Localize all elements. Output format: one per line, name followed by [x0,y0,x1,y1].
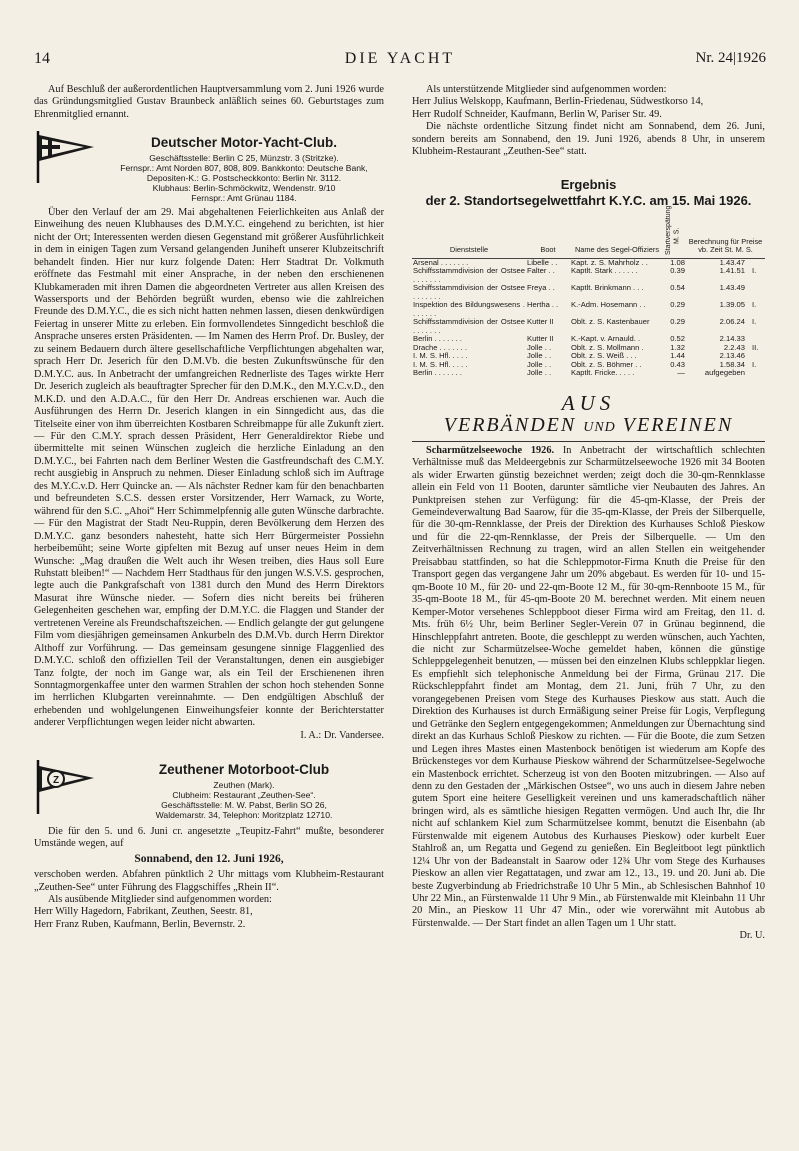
cell-zeit: aufgegeben [704,368,745,378]
cell-boot: Kutter II [527,334,554,344]
cell-offizier: Oblt. z. S. Weiß . . . [571,351,637,361]
scharmuetzel-body: In Anbetracht der wirtschaftlich schlechten Verhältnisse muß das Meldeergebnis zur Scharmützelseewoche 1926 mit 34 Booten als wider Erwarten günstig bezeichnet werden; zeigt doch die 30-qm-Rennklasse allein ein Feld von 11 Booten, darunter sämtliche vier Neubauten des Jahres. An Punktpreisen stehen zur Verfügung: für die 45-qm-Klasse, der Preis der Gemeindeverwaltung Bad Saarow, für die 35-qm-Klasse, der Preis der Silberquelle, für die 30-qm-Rennklasse, der Preis der Direktion des Kurhauses Schloß Pieskow und für die 22-qm-Rennklasse, der Preis der Silberquelle. — Um den Zeitverhältnissen Rechnung zu tragen, wird an allen Stellen ein weitgehender Preisabbau stattfinden, so hat die Schleppmotor-Firma Knuth die Preise für den Transport gegen das vergangene Jahr um 20% abgebaut. Es werden für 10- und 15-qm-Boote 10 M., für 20- und 22-qm-Boote 12 M., für 30-qm-Rennboote 15 M., für 35-qm-Boote 18 M., für 45-qm-Boote 20 M. berechnet werden. Mit einem neuen Kemper-Motor versehenes Schleppboot dieser Firma wird am Freitag, den 11. d. Mts. früh 6½ Uhr, beim Berliner Segler-Verein 07 in Grünau beginnend, die Hinschleppfahrt antreten. Boote, die geschleppt zu werden wünschen, auch Yachten, die nicht zur Scharmützelsee-Woche gemeldet haben, können die günstige Schleppgelegenheit benutzen, — müssen bei den einzelnen Klubs schleppklar liegen. Es empfiehlt sich telephonische Anmeldung bei der Firma, Grünau 217. Die Rückschleppfahrt findet am Montag, dem 21. Juni, früh 7 Uhr, zu den vorangegebenen Preisen vom Stege des Kurhauses Pieskow aus statt. Auch die Direktion des Kurhauses ist durch Ermäßigung seiner Preise für Logis, Verpflegung und Getränke den Seglern entgegengekommen; Anmeldungen zur Übernachtung sind direkt an das Kurhaus Schloß Pieskow zu richten. — Für die Boote, die zum Setzen und Legen ihres Mastes einen Mastenbock benötigen ist wiederum am Kopfe des Brückensteges vor dem Kurhause Pieskow während der Scharmützelsee-Segelwoche ein Mastenbock errichtet. Scherzeug ist von den Booten mitzubringen. — Also auf denn zu den Gestaden der „Märkischen Ostsee“, wo uns auch in diesem Jahre neben gutem Sport eine heitere Geselligkeit vereinen und uns kameradschaftlich näher bringen wird, als es sämtliche hiesigen Regatten vermögen. Und auch Ihr, die Ihr nicht auf schlankem Kiel zum Scharmützelsee kommt, benutzt die Eisenbahn (ab Fürstenwalde mit eigenem Autobus des Kurhauses Pieskow) oder kurbelt Euer Stahlroß an, um Regatta und Gegend zu genießen. Ein Begleitboot legt pünktlich 12¼ Uhr von der Badeanstalt in Saarow oder 12¾ Uhr vom Stege des Kurhauses Pieskow an allen vier Regattatagen, und zwar am 12., 13., 19. und 20. Juni ab. Die beste Zugverbindung ab Friedrichstraße 10 Uhr 5 Min., ab Schlesischen Bahnhof 10 Uhr 22 Min., an Fürstenwalde 11 Uhr 9 Min., ab Fürstenwalde mit Kleinbahn 11 Uhr 20 Min., an Pieskow 11 Uhr 47 Min., oder wie vorerwähnt mit Autobus ab Fürstenwalde. — Der Start findet an allen Tagen um 1 Uhr statt. [412,444,765,929]
dmyc-signature: I. A.: Dr. Vandersee. [300,729,384,741]
section-rule [412,441,765,442]
dmyc-phone-bank: Fernspr.: Amt Norden 807, 808, 809. Bankkonto: Deutsche Bank, Depositen-K.: G. Postscheckkonto: Berlin Nr. 3112. [120,162,368,183]
cell-boot: Kutter II [527,317,554,327]
cell-zeit: 1.58.34 [719,359,745,369]
cell-startverspaetung: 0.29 [670,317,685,327]
col-dienststelle: Dienststelle [412,217,526,259]
col-name: Name des Segel-Offiziers [570,217,664,259]
cell-boot: Freya . . [527,283,555,293]
cell-startverspaetung: 0.52 [670,334,685,344]
section-title-und: UND [583,419,616,435]
cell-preis: II. [751,342,759,352]
zeuthen-pennant-icon [34,758,96,814]
dmyc-flag-icon [34,129,96,183]
scharmuetzel-signature: Dr. U. [739,930,765,942]
results-subtitle: der 2. Standortsegelwettfahrt K.Y.C. am 15. Mai 1926. [425,192,752,208]
zeuthen-address: Waldemarstr. 34, Telephon: Moritzplatz 12710. [155,809,333,820]
cell-preis: I. [751,317,757,327]
section-title-part1: VERBÄNDEN [443,413,577,436]
cell-offizier: Oblt. z. S. Kastenbauer [571,317,650,327]
dmyc-name: Deutscher Motor-Yacht-Club. [150,135,337,151]
cell-boot: Jolle . . [527,342,552,352]
right-column [412,84,765,943]
scharmuetzel-heading: Scharmützelseewoche 1926. [426,444,555,456]
cell-zeit: 1.43.49 [719,283,745,293]
svg-text:Z: Z [52,775,60,787]
cell-offizier: Kaptlt. Brinkmann . . . [571,283,644,293]
zeuthen-trip-date: Sonnabend, den 12. Juni 1926, [134,852,284,865]
results-row [412,267,765,284]
cell-dienststelle: Schiffsstammdivision der Ostsee . . . . . . . [413,266,525,284]
honorary-member-notice: Auf Beschluß der außerordentlichen Hauptversammlung vom 2. Juni 1926 wurde das Gründungsmitglied Gustav Braunbeck anläßlich seines 60. Geburtstages zum Ehrenmitglied ernannt. [34,84,384,120]
cell-dienststelle: Berlin . . . . . . . [413,368,462,378]
zeuthen-office: Geschäftsstelle: M. W. Pabst, Berlin SO 26, [161,799,327,810]
col-startverspaetung: Startverspätung M. S. [665,205,681,255]
cell-zeit: 2.2.43 [723,342,745,352]
cell-startverspaetung: 1.32 [670,342,685,352]
cell-offizier: K.-Adm. Hosemann . . [571,300,646,310]
results-body [412,258,765,378]
cell-dienststelle: Drache . . . . . . . [413,342,468,352]
cell-offizier: Oblt. z. S. Böhmer . . [571,359,642,369]
zeuthen-name: Zeuthener Motorboot-Club [158,762,330,778]
cell-startverspaetung: 0.39 [670,266,685,276]
cell-preis: I. [751,266,757,276]
page-number: 14 [34,50,50,67]
cell-offizier: Kaptlt. Fricke. . . . . [571,368,635,378]
zeuthen-member-1: Herr Willy Hagedorn, Fabrikant, Zeuthen, Seestr. 81, [34,906,253,918]
scharmuetzel-article [412,445,765,931]
cell-zeit: 2.13.46 [719,351,745,361]
cell-offizier: Oblt. z. S. Mollmann . [571,342,644,352]
cell-zeit: 2.06.24 [719,317,745,327]
supporting-member-1: Herr Julius Welskopp, Kaufmann, Berlin-Friedenau, Südwestkorso 14, [412,96,704,108]
zeuthen-place: Zeuthen (Mark). [213,779,275,790]
cell-dienststelle: I. M. S. Hfl. . . . . [413,351,468,361]
dmyc-clubhouse: Klubhaus: Berlin-Schmöckwitz, Wendenstr. 9/10 [152,182,336,193]
zeuthen-clubheim: Clubheim: Restaurant „Zeuthen-See“. [172,789,316,800]
cell-startverspaetung: 1.08 [670,257,685,267]
zeuthen-trip-notice: Die für den 5. und 6. Juni cr. angesetzte „Teupitz-Fahrt“ mußte, besonderer Umstände wegen, auf [34,825,384,850]
cell-boot: Jolle . . [527,359,552,369]
cell-offizier: Kapt. z. S. Mahrholz . . [571,257,648,267]
section-title-verbaenden [412,414,765,439]
results-title: Ergebnis [560,176,617,192]
section-heading [412,392,765,442]
results-row [412,301,765,318]
dmyc-clubhouse-phone: Fernspr.: Amt Grünau 1184. [191,192,297,203]
cell-offizier: Kaptlt. Stark . . . . . . [571,266,638,276]
page-header [34,50,766,72]
cell-zeit: 1.43.47 [719,257,745,267]
dmyc-header [34,129,384,202]
cell-preis [746,369,765,378]
cell-boot: Falter . . [527,266,555,276]
journal-title: DIE YACHT [344,50,456,67]
cell-offizier: K.-Kapt. v. Arnauld. . [571,334,641,344]
supporting-members-intro: Als unterstützende Mitglieder sind aufgenommen worden: [426,84,667,95]
dmyc-office: Geschäftsstelle: Berlin C 25, Münzstr. 3 (Stritzke). [149,152,339,163]
next-meeting-notice: Die nächste ordentliche Sitzung findet nicht am Sonnabend, dem 26. Juni, sondern bereits am Sonnabend, den 19. Juni 1926, abends 8 Uhr, in unserem Klubheim-Restaurant „Zeuthen-See“ statt. [412,121,765,158]
cell-boot: Libelle . . [527,257,558,267]
col-boot: Boot [526,217,570,259]
cell-boot: Hertha . . [527,300,559,310]
cell-startverspaetung: 0.43 [670,359,685,369]
supporting-member-2: Herr Rudolf Schneider, Kaufmann, Berlin W, Pariser Str. 49. [412,108,662,120]
cell-boot: Jolle . . [527,351,552,361]
cell-preis: I. [751,300,757,310]
zeuthen-members-intro: Als ausübende Mitglieder sind aufgenommen worden: [48,894,272,906]
cell-startverspaetung: 1.44 [670,351,685,361]
left-column [34,84,384,931]
cell-zeit: 2.14.33 [719,334,745,344]
results-heading [412,177,765,209]
dmyc-report: Über den Verlauf der am 29. Mai abgehaltenen Feierlichkeiten aus Anlaß der Einweihung des neuen Klubhauses des D.M.Y.C. eingehend zu berichten, ist hier nicht der Ort; Interessenten werden diesen Gegenstand mit größerer Ausführlichkeit in dem in einigen Tagen zum Versand gelangenden Juniheft unserer Klubzeitschrift behandelt finden. Hier nur kurz folgende Daten: Herr Stadtrat Dr. Volkmuth eröffnete das Festmahl mit einer Ansprache, in der neben den erschienenen Klubkameraden mit ihren Damen die abgeordneten Vertreter aus allen Kreisen des Wassersports und der Behörden begrüßt wurden, ebenso wie die zahlreichen Freunde des D.M.Y.C., die es sich nicht hatten nehmen lassen, diesen denkwürdigen Feiertag in unserer Mitte zu erleben. Ein formvollendetes Sinngedicht beschloß die Ansprache unseres ersten Präsidenten. — Im Namen des Herrn Prof. Dr. Busley, der zu seinem Bedauern durch ältere gesellschaftliche Verpflichtungen abgehalten war, sprach Herr Dr. Jeserich für den D.M.Vb. die besten Zukunftswünsche für den D.M.Y.C. aus. In Anbetracht der umfangreichen Rednerliste des Tages wirkte Herr Dr. Jeserich zugleich als beauftragter Sprecher für den D.M.K., den M.Y.C.v.D., den M.K.D. und den A.D.A.C., für den Herr Dr. Andreas erschienen war. Auch die Ausführungen des Herrn Dr. Jeserich klangen in ein Sinngedicht aus, das die Titelseite einer von ihm überreichten Kostbaren Schreibmappe für alle Zukunft ziert. — Für den C.M.Y. sprach dessen Präsident, Herr Generaldirektor Riebe und übermittelte mit seinen Wünschen zugleich die herzliche Einladung an den D.M.Y.C., bei Fahrten nach dem Berliner Westen die Gastfreundschaft des C.M.Y. recht ausgiebig in Anspruch zu nehmen. Dieser Einladung schloß sich im Auftrage des M.Y.C.v.D. Herr Quincke an. — Als nächster Redner kam für den benachbarten und befreundeten S.C.S. dessen erster Vorsitzender, Herr Warnack, zu Worte, während für den S.C. „Ahoi“ Herr Schimmelpfennig alle guten Wünsche darbrachte. — Für den Magistrat der Stadt Neu-Ruppin, deren Bevölkerung dem Herzen des D.M.Y.C. ganz besonders nahesteht, hatte sich Herr Bürgermeister Possiehn herbeibemüht; seine Worte gipfelten mit Bezug auf unser neues Heim in dem Wunsche: „Mag draußen die Welt auch ihr Wesen treiben, dies Haus soll Eure Ruhstatt bleiben!“ — Nachdem Herr Stadthaus für den jungen W.S.V.S. gesprochen, legte auch die Pankgrafschaft von 1381 durch den Mund des Herrn Direktors Masurat ihre Wünsche nieder. — Sofern dies nicht bereits bei früheren Gelegenheiten geschehen war, empfing der D.M.Y.C. die Flaggen und Stander der vertretenen Vereine als Freundschaftszeichen. — Endlich gelangte der gut gelungene Film vom diesjährigen gemeinsamen Ankurbeln des D.M.Vb. durch Herrn Direktor Althoff zur Vorführung. — Das gemeinsam gesungene sinnige Flaggenlied des D.M.Y.C. schloß den offiziellen Teil der Veranstaltungen, denen ein ausgiebiger Tanz folgte, der noch im Gange war, als ein Teil der Erschienenen ihren Sonntagmorgenkaffee unter den warmen Strahlen der schon hoch stehenden Sonne im herrlichen Klubgarten vereinnahmte. — Den endgültigen Abschluß der erhebenden und wohlgelungenen Einweihungsfeier konnte der Berichterstatter anderer Verpflichtungen wegen leider nicht abwarten. [34,206,384,729]
results-table [412,205,765,378]
results-row [412,318,765,335]
cell-boot: Jolle . . [527,368,552,378]
cell-dienststelle: Arsenal . . . . . . . [413,257,469,267]
col-berechnung: Berechnung für Preise vb. Zeit St. M. S. [686,217,765,259]
results-row [412,284,765,301]
cell-zeit: 1.39.05 [719,300,745,310]
cell-dienststelle: Schiffsstammdivision der Ostsee . . . . . . . [413,317,525,335]
issue-number: Nr. 24|1926 [695,50,766,66]
cell-startverspaetung: 0.29 [670,300,685,310]
cell-preis [746,284,765,301]
cell-dienststelle: I. M. S. Hfl. . . . . [413,359,468,369]
section-title-part2: VEREINEN [622,413,734,436]
cell-dienststelle: Schiffsstammdivision der Ostsee . . . . . . . [413,283,525,301]
zeuthen-member-2: Herr Franz Ruben, Kaufmann, Berlin, Bevernstr. 2. [34,918,246,930]
results-row [412,369,765,378]
cell-zeit: 1.41.51 [719,266,745,276]
section-title-aus: AUS [561,390,616,415]
cell-startverspaetung: 0.54 [670,283,685,293]
results-header-row [412,217,765,259]
zeuthen-trip-details: verschoben werden. Abfahren pünktlich 2 Uhr mittags vom Klubheim-Restaurant „Zeuthen-See“ unter Führung des Flaggschiffes „Rhein II“. [34,869,384,893]
cell-startverspaetung: — [677,368,685,378]
cell-dienststelle: Inspektion des Bildungswesens . . . . . . . [413,300,525,318]
cell-dienststelle: Berlin . . . . . . . [413,334,462,344]
zeuthen-header [34,758,384,819]
cell-preis: I. [751,359,757,369]
